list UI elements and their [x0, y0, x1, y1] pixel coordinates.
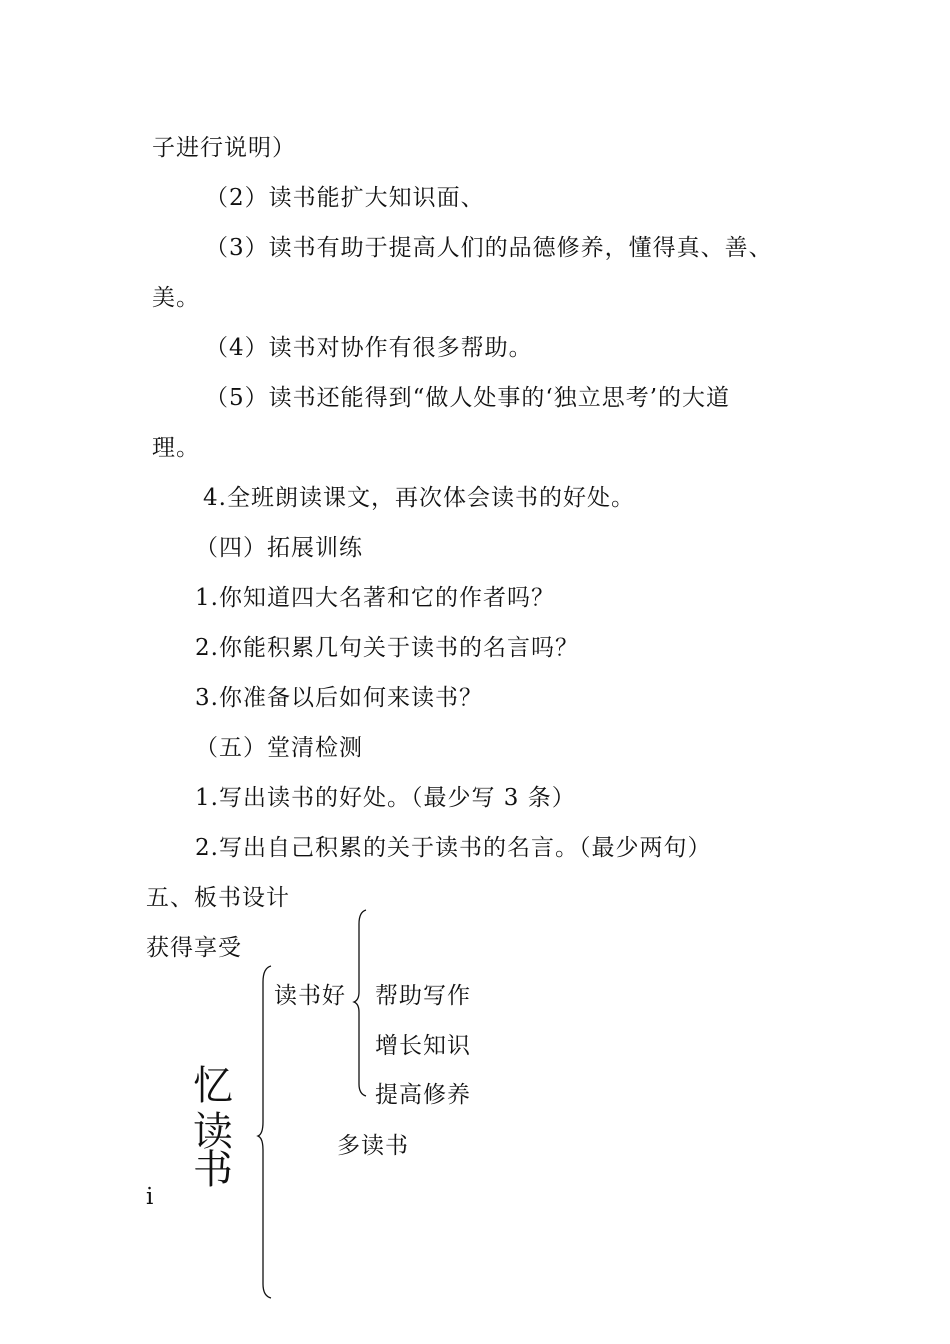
board-sub-item: 提高修养: [375, 1082, 471, 1108]
board-title-char: 书: [193, 1147, 233, 1193]
board-sub-item: 增长知识: [375, 1033, 471, 1059]
board-sub-item: 帮助写作: [375, 983, 471, 1009]
board-branch-main: 读书好: [274, 983, 346, 1009]
list-item: 1.你知道四大名著和它的作者吗？: [195, 585, 555, 611]
board-title-char: 忆: [193, 1063, 233, 1109]
large-brace: [256, 964, 276, 1300]
section-heading: （四）拓展训练: [195, 535, 363, 561]
paragraph-line: （3）读书有助于提高人们的品德修养，懂得真、善、: [205, 235, 773, 261]
board-text-fragment: i: [146, 1184, 154, 1210]
paragraph-line: （4）读书对协作有很多帮助。: [205, 335, 533, 361]
list-item: 3.你准备以后如何来读书？: [195, 685, 483, 711]
paragraph-line: 美。: [152, 285, 200, 311]
section-heading: （五）堂清检测: [195, 735, 363, 761]
paragraph-line: 子进行说明）: [152, 135, 296, 161]
board-branch-second: 多读书: [337, 1133, 409, 1159]
small-brace: [352, 908, 370, 1098]
paragraph-line: 理。: [152, 435, 200, 461]
paragraph-line: （2）读书能扩大知识面、: [205, 185, 485, 211]
section-heading: 五、板书设计: [146, 885, 290, 911]
paragraph-line: （5）读书还能得到“做人处事的‘独立思考’的大道: [205, 385, 731, 411]
paragraph-line: 4.全班朗读课文，再次体会读书的好处。: [203, 485, 635, 511]
board-title-char: 读: [193, 1109, 233, 1155]
board-top-left-text: 获得享受: [146, 935, 242, 961]
list-item: 1.写出读书的好处。（最少写 3 条）: [195, 785, 576, 811]
list-item: 2.写出自己积累的关于读书的名言。（最少两句）: [195, 835, 712, 861]
list-item: 2.你能积累几句关于读书的名言吗？: [195, 635, 579, 661]
